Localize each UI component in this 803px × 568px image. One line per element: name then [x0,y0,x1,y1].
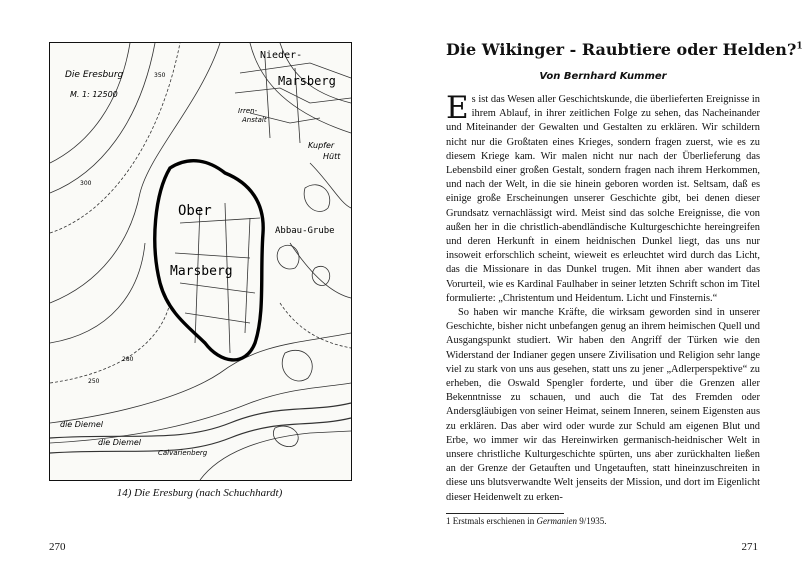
paragraph-1 [446,90,760,306]
footnote-divider [446,513,564,514]
diemel-upper-label: die Diemel [60,420,104,429]
eresburg-map [49,42,352,481]
contour-280-label: 280 [122,356,134,363]
calvarienberg-label: Calvarienberg [158,449,208,457]
paragraph-1-text: s ist das Wesen aller Geschichtskunde, die überlieferten Ereignisse in ihrem Ablauf, in ihrer zeitlichen Folge zu sehen, das Nacheinander und Miteinander der Gewalten und Gestalten zu erklären. Wir schildern nicht nur die Großtaten eines Krieges, sondern fragen zuerst, wie es zu diesem Kriege kam. Wir malen nicht nur nach der Überlieferung das Lebensbild einer großen Gestalt, sondern fragen nach ihrem Herkommen, und nach der Welt, in die sie hinein geboren worden ist. Seltsam, daß es einige große Erscheinungen unserer Geschichte gibt, bei denen dieser Grundsatz vernachlässigt wird. Meist sind das solche Ereignisse, die von außen her in die christlich-abendländische Kulturgeschichte hereingreifen und deren Herkunft in einem heidnischen Dunkel liegt, das uns nur insoweit erforschlich scheint, wieweit es erleuchtet wird durch das Licht, das die Missionare in das Dunkel trugen. Mit ihnen aber wandert das Vorurteil, wie es Kardinal Faulhaber in seiner letzten Schrift schon im Titel formulierte: „Christentum und Heidentum. Licht und Finsternis.“ [446,94,760,304]
right-page [400,0,803,568]
marsberg-top-label: Marsberg [278,74,336,88]
page-number-right: 271 [741,541,758,553]
contour-250-label: 250 [88,378,100,385]
figure-caption: 14) Die Eresburg (nach Schuchhardt) [116,487,283,499]
drop-cap: E [446,90,469,126]
diemel-lower-label: die Diemel [98,438,142,447]
page-number-left: 270 [49,541,66,553]
article-author: Von Bernhard Kummer [539,71,667,82]
article-body [446,90,760,505]
abbau-grube-label: Abbau-Grube [275,226,335,236]
nieder-label: Nieder- [260,50,303,61]
footnote [446,516,760,526]
anstalt-label: Anstalt [242,116,267,124]
marsberg-main-label: Marsberg [170,264,233,279]
ober-label: Ober [178,203,212,219]
footnote-prefix: 1 Erstmals erschienen in [446,516,537,526]
map-scale-label: M. 1: 12500 [70,90,118,99]
map-title-label: Die Eresburg [65,70,124,80]
footnote-source: Germanien [536,516,577,526]
article-title [446,40,803,59]
huette-label: Hütt [323,152,341,161]
footnote-marker: 1 [796,41,803,52]
article-title-text: Die Wikinger - Raubtiere oder Helden? [446,40,797,59]
paragraph-2: So haben wir manche Kräfte, die wirksam geworden sind in unserer Geschichte, bisher nicht unbefangen genug an ihrem heimischen Quell und Ausgangspunkt studiert. Wir haben den Angriff der Türken wie den Widerstand der Indianer gegen unsere Zivilisation und Religion sehr lange viel zu stark von uns aus gesehen, statt uns zu jener „Adlerperspektive“ zu erheben, die Oswald Spengler forderte, und über die Grenzen aller Bekenntnisse zu schauen, und auch die Tat des Fremden oder Andersgläubigen von seiner Heimat, seinem Inneren, seinem Eigensten aus zu erklären. Das aber wird oder wurde zur Schuld am eigenen Blut und Erbe, wo immer wir das Hereinwirken germanisch-heidnischer Welt in unsere christliche Kulturgeschichte spürten, uns aber zurückhalten ließen an der Grenze der Getauften und Ungetauften, statt hineinzuschreiten in diese uns blutsverwandte Welt jenseits der Mission, und dort im Eigenlicht dieser Heidenwelt zu erken- [446,307,760,503]
map-drawing [50,43,351,480]
left-page [0,0,400,568]
irren-label: Irren- [238,107,258,115]
contour-350-label: 350 [154,72,166,79]
contour-300-label: 300 [80,180,92,187]
footnote-suffix: 9/1935. [576,516,607,526]
kupfer-label: Kupfer [308,141,335,150]
